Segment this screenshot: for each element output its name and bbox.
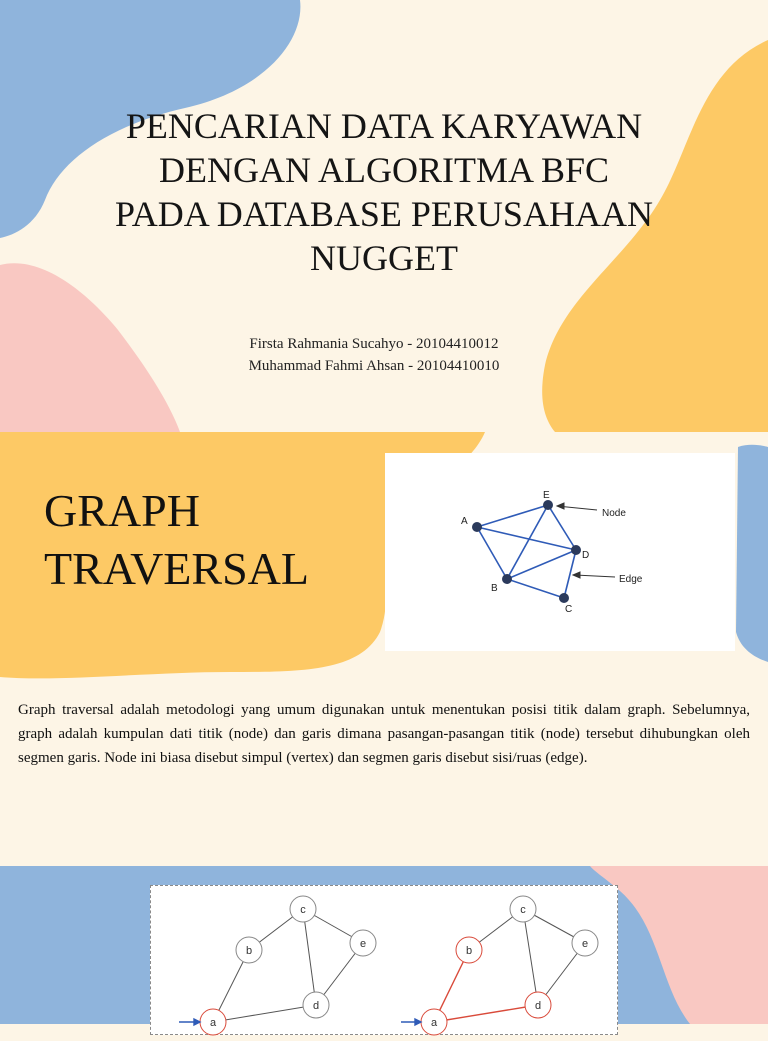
author-list bbox=[150, 333, 598, 377]
right-label-c: c bbox=[520, 904, 526, 916]
node-label-d: D bbox=[582, 550, 590, 561]
node-c bbox=[559, 593, 569, 603]
right-label-e: e bbox=[581, 938, 589, 950]
node-label-c: C bbox=[565, 604, 573, 615]
edge-a-b bbox=[477, 527, 507, 579]
edge-pointer-arrowhead bbox=[573, 572, 580, 578]
graph-traversal-description: Graph traversal adalah metodologi yang umum digunakan untuk menentukan posisi titik dalam graph. Sebelumnya, graph adalah kumpulan dati titik (node) dan garis dimana pasangan-pasangan titik (node) tersebut dihubungkan oleh segmen garis. Node ini biasa disebut simpul (vertex) dan segmen garis disebut sisi/ruas (edge). bbox=[18, 702, 750, 766]
left-graph-edges bbox=[213, 909, 363, 1022]
left-label-a: a bbox=[209, 1017, 217, 1029]
author-2: Muhammad Fahmi Ahsan - 20104410010 bbox=[248, 358, 500, 374]
bfs-example-svg bbox=[151, 886, 619, 1036]
section-title bbox=[44, 482, 364, 598]
edge-e-d bbox=[548, 505, 576, 550]
left-graph-nodes bbox=[200, 896, 376, 1035]
right-graph-nodes bbox=[421, 896, 598, 1035]
node-e bbox=[543, 500, 553, 510]
section-title-line-1: GRAPH bbox=[44, 485, 200, 536]
left-label-c: c bbox=[300, 904, 306, 916]
right-start-arrow bbox=[401, 1019, 421, 1025]
node-label-a: A bbox=[461, 516, 468, 527]
left-label-e: e bbox=[359, 938, 367, 950]
edge-annotation: Edge bbox=[619, 574, 643, 585]
right-graph-edges bbox=[469, 909, 585, 1005]
right-label-a: a bbox=[430, 1017, 438, 1029]
node-d bbox=[571, 545, 581, 555]
presentation-title: PENCARIAN DATA KARYAWAN DENGAN ALGORITMA BFC PADA DATABASE PERUSAHAAN NUGGET bbox=[115, 106, 653, 278]
right-graph-visited-edges bbox=[434, 950, 538, 1022]
edge-b-c bbox=[507, 579, 564, 598]
edge-pointer-arrow bbox=[575, 575, 615, 577]
node-b bbox=[502, 574, 512, 584]
title-slide bbox=[0, 0, 768, 432]
node-annotation: Node bbox=[602, 508, 626, 519]
graph-diagram-svg bbox=[385, 453, 735, 651]
node-label-e: E bbox=[543, 490, 550, 501]
left-label-b: b bbox=[245, 945, 253, 957]
right-label-d: d bbox=[534, 1000, 542, 1012]
node-label-b: B bbox=[491, 583, 498, 594]
graph-diagram bbox=[385, 453, 735, 651]
left-label-d: d bbox=[312, 1000, 320, 1012]
bfs-example-figure bbox=[150, 885, 618, 1035]
node-a bbox=[472, 522, 482, 532]
edge-b-d bbox=[507, 550, 576, 579]
edge-a-d bbox=[477, 527, 576, 550]
node-pointer-arrowhead bbox=[557, 503, 564, 509]
author-1: Firsta Rahmania Sucahyo - 20104410012 bbox=[249, 336, 499, 352]
right-label-b: b bbox=[465, 945, 473, 957]
left-start-arrow bbox=[179, 1019, 200, 1025]
section-title-line-2: TRAVERSAL bbox=[44, 543, 309, 594]
